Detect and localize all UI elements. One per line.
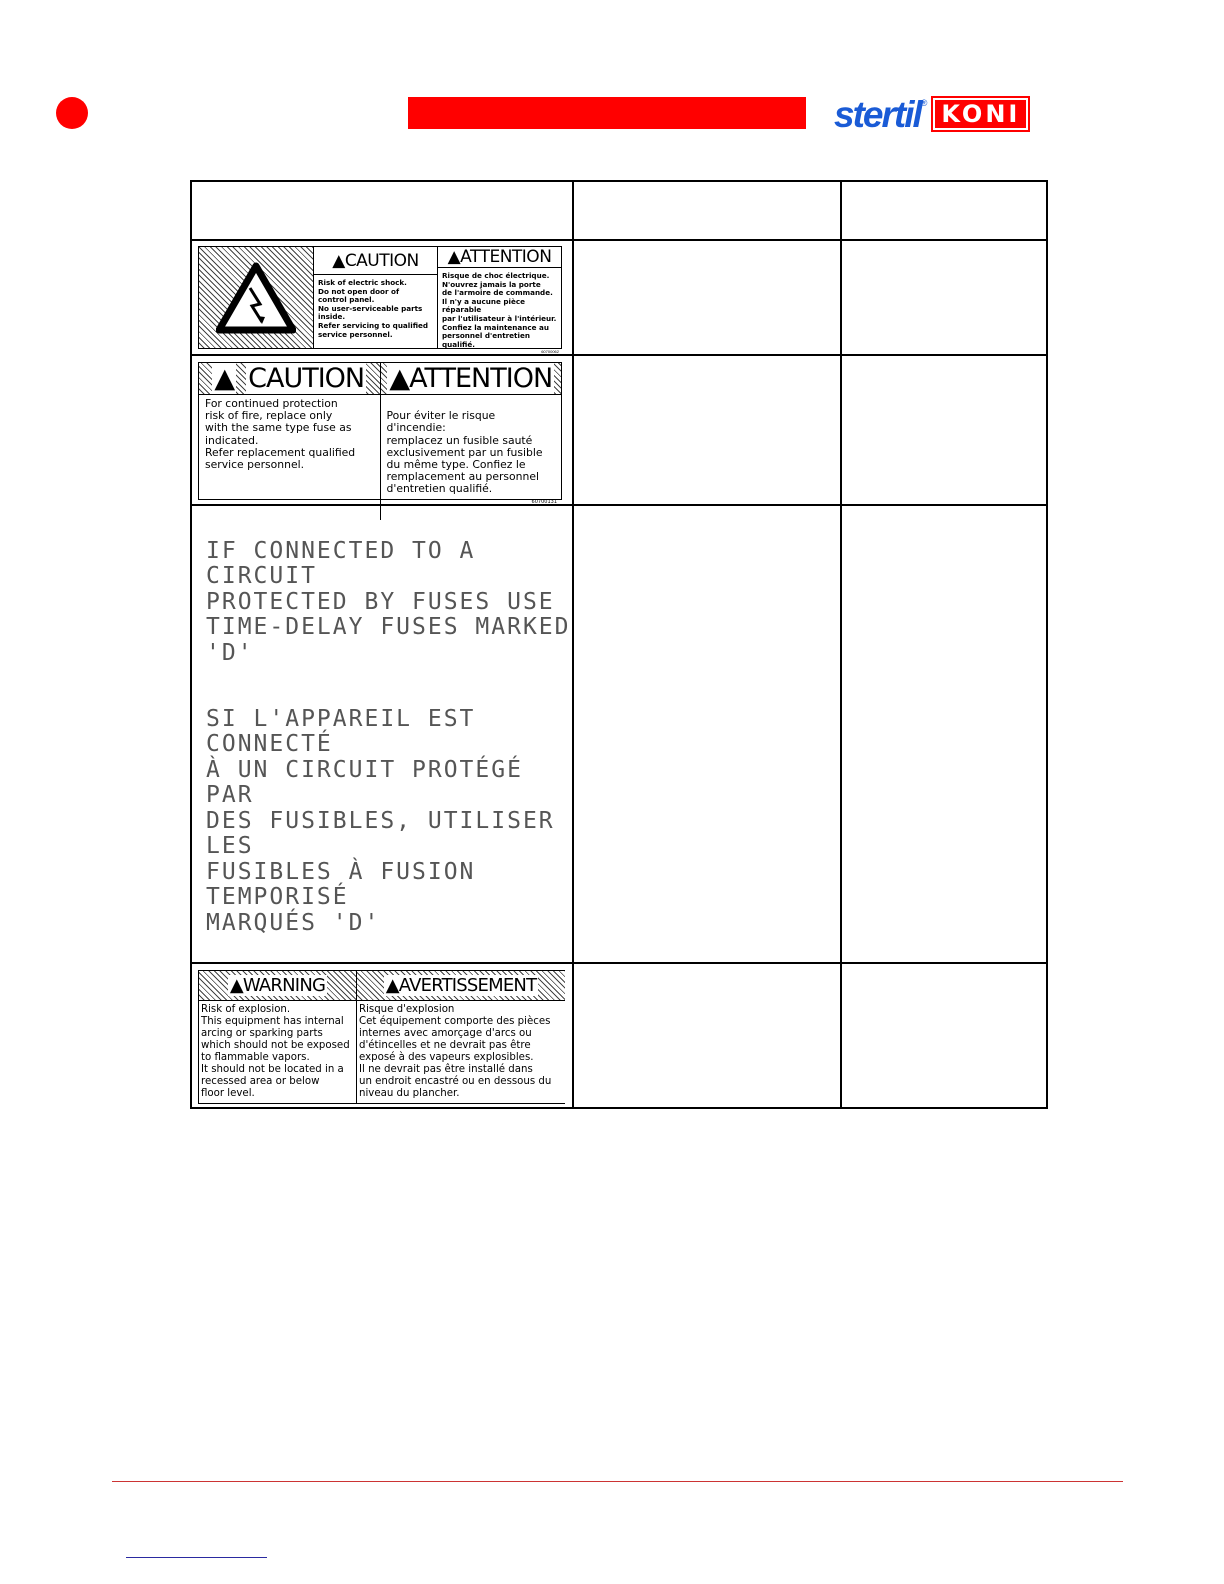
table-header-row — [191, 181, 1047, 240]
label2-code: 60700131 — [531, 498, 557, 505]
label1-fr-title: ATTENTION — [460, 247, 552, 267]
row-cell-2 — [573, 505, 841, 963]
label2-fr-title: ATTENTION — [409, 363, 553, 394]
label4-fr-header — [357, 971, 565, 1001]
label1-fr-text: Risque de choc électrique. N'ouvrez jamais la porte de l'armoire de commande. Il n'y a aucune pièce réparable par l'utilisateur à l'intérieur. Confiez la maintenance au personnel d'entretien qualifié. — [442, 271, 557, 349]
fuse-instruction-label — [192, 506, 572, 962]
label4-fr-title-wrap — [384, 975, 539, 996]
table-row — [191, 355, 1047, 505]
label1-fr-header — [438, 247, 561, 268]
label1-en-text: Risk of electric shock. Do not open door of control panel. No user-serviceable parts inside. Refer servicing to qualified service personnel. — [318, 278, 429, 339]
table-row — [191, 963, 1047, 1108]
footer-link-underline[interactable] — [126, 1557, 267, 1558]
row-cell-3 — [841, 355, 1047, 505]
row-cell-3 — [841, 963, 1047, 1108]
label4-en-header — [199, 971, 356, 1001]
logo-registered-mark: ® — [920, 98, 928, 108]
label-cell — [191, 963, 573, 1108]
electric-shock-caution-label — [198, 246, 562, 355]
label-cell — [191, 240, 573, 355]
label4-french — [357, 971, 565, 1103]
header-cell-2 — [573, 181, 841, 240]
label4-en-title: WARNING — [242, 974, 326, 996]
label2-en-title: CAUTION — [248, 363, 365, 394]
warning-triangle-icon: ▲ — [447, 247, 461, 267]
warning-triangle-icon: ▲ — [385, 974, 399, 996]
warning-triangle-icon: ▲ — [389, 363, 410, 394]
logo-koni: KONI — [931, 96, 1030, 132]
label2-en-text: For continued protection risk of fire, replace only with the same type fuse as indicated. Refer replacement qualified service personnel. — [205, 397, 356, 472]
label2-fr-text: Pour éviter le risque d'incendie: remplacez un fusible sauté exclusivement par un fusible du même type. Confiez le remplacement au personnel d'entretien qualifié. — [386, 409, 543, 496]
label-cell — [191, 355, 573, 505]
label4-fr-text: Risque d'explosion Cet équipement comporte des pièces internes avec amorçage d'arcs ou d'étincelles et ne devrait pas être exposé à des vapeurs explosibles. Il ne devrait pas être installé dans un endroit encastré ou en dessous du niveau du plancher. — [359, 1003, 552, 1100]
row-cell-2 — [573, 355, 841, 505]
electric-shock-warning-icon — [216, 262, 296, 334]
label2-body — [199, 395, 561, 520]
label2-fr-title-wrap — [387, 363, 554, 394]
label-cell — [191, 505, 573, 963]
fuse-caution-label — [198, 362, 562, 505]
footer-rule — [112, 1481, 1123, 1482]
label1-english — [314, 247, 437, 348]
row-cell-2 — [573, 240, 841, 355]
label4-fr-title: AVERTISSEMENT — [398, 974, 537, 996]
row-cell-2 — [573, 963, 841, 1108]
table-row — [191, 240, 1047, 355]
labels-table — [190, 180, 1048, 1109]
label4-en-title-wrap — [228, 975, 327, 996]
table-row — [191, 505, 1047, 963]
row-cell-3 — [841, 240, 1047, 355]
label3-en-text: IF CONNECTED TO A CIRCUIT PROTECTED BY FUSES USE TIME-DELAY FUSES MARKED 'D' — [206, 537, 571, 666]
label4-english — [199, 971, 357, 1103]
label2-header — [199, 363, 561, 395]
label1-code: 60700062 — [541, 349, 559, 355]
red-bullet — [56, 97, 88, 129]
label1-french — [437, 247, 561, 355]
stertil-koni-logo — [834, 94, 1030, 134]
label1-en-header — [314, 247, 437, 275]
warning-triangle-icon: ▲ — [229, 974, 243, 996]
header-cell-3 — [841, 181, 1047, 240]
warning-triangle-icon: ▲ — [214, 363, 235, 394]
shock-pictogram — [199, 247, 314, 348]
header-cell-label — [191, 181, 573, 240]
header-red-bar — [408, 97, 806, 129]
logo-stertil: stertil — [834, 93, 921, 135]
label1-en-title: CAUTION — [344, 250, 419, 271]
row-cell-3 — [841, 505, 1047, 963]
explosion-warning-label — [198, 970, 565, 1104]
warning-triangle-icon: ▲ — [332, 250, 345, 271]
label2-fr-header — [380, 363, 562, 394]
label2-en-header — [199, 363, 380, 394]
label4-en-text: Risk of explosion. This equipment has internal arcing or sparking parts which should not be exposed to flammable vapors. It should not be located in a recessed area or below floor level. — [201, 1003, 350, 1100]
label2-fr-col — [380, 395, 562, 520]
label3-fr-text: SI L'APPAREIL EST CONNECTÉ À UN CIRCUIT PROTÉGÉ PAR DES FUSIBLES, UTILISER LES FUSIBLES À FUSION TEMPORISÉ MARQUÉS 'D' — [206, 705, 555, 936]
